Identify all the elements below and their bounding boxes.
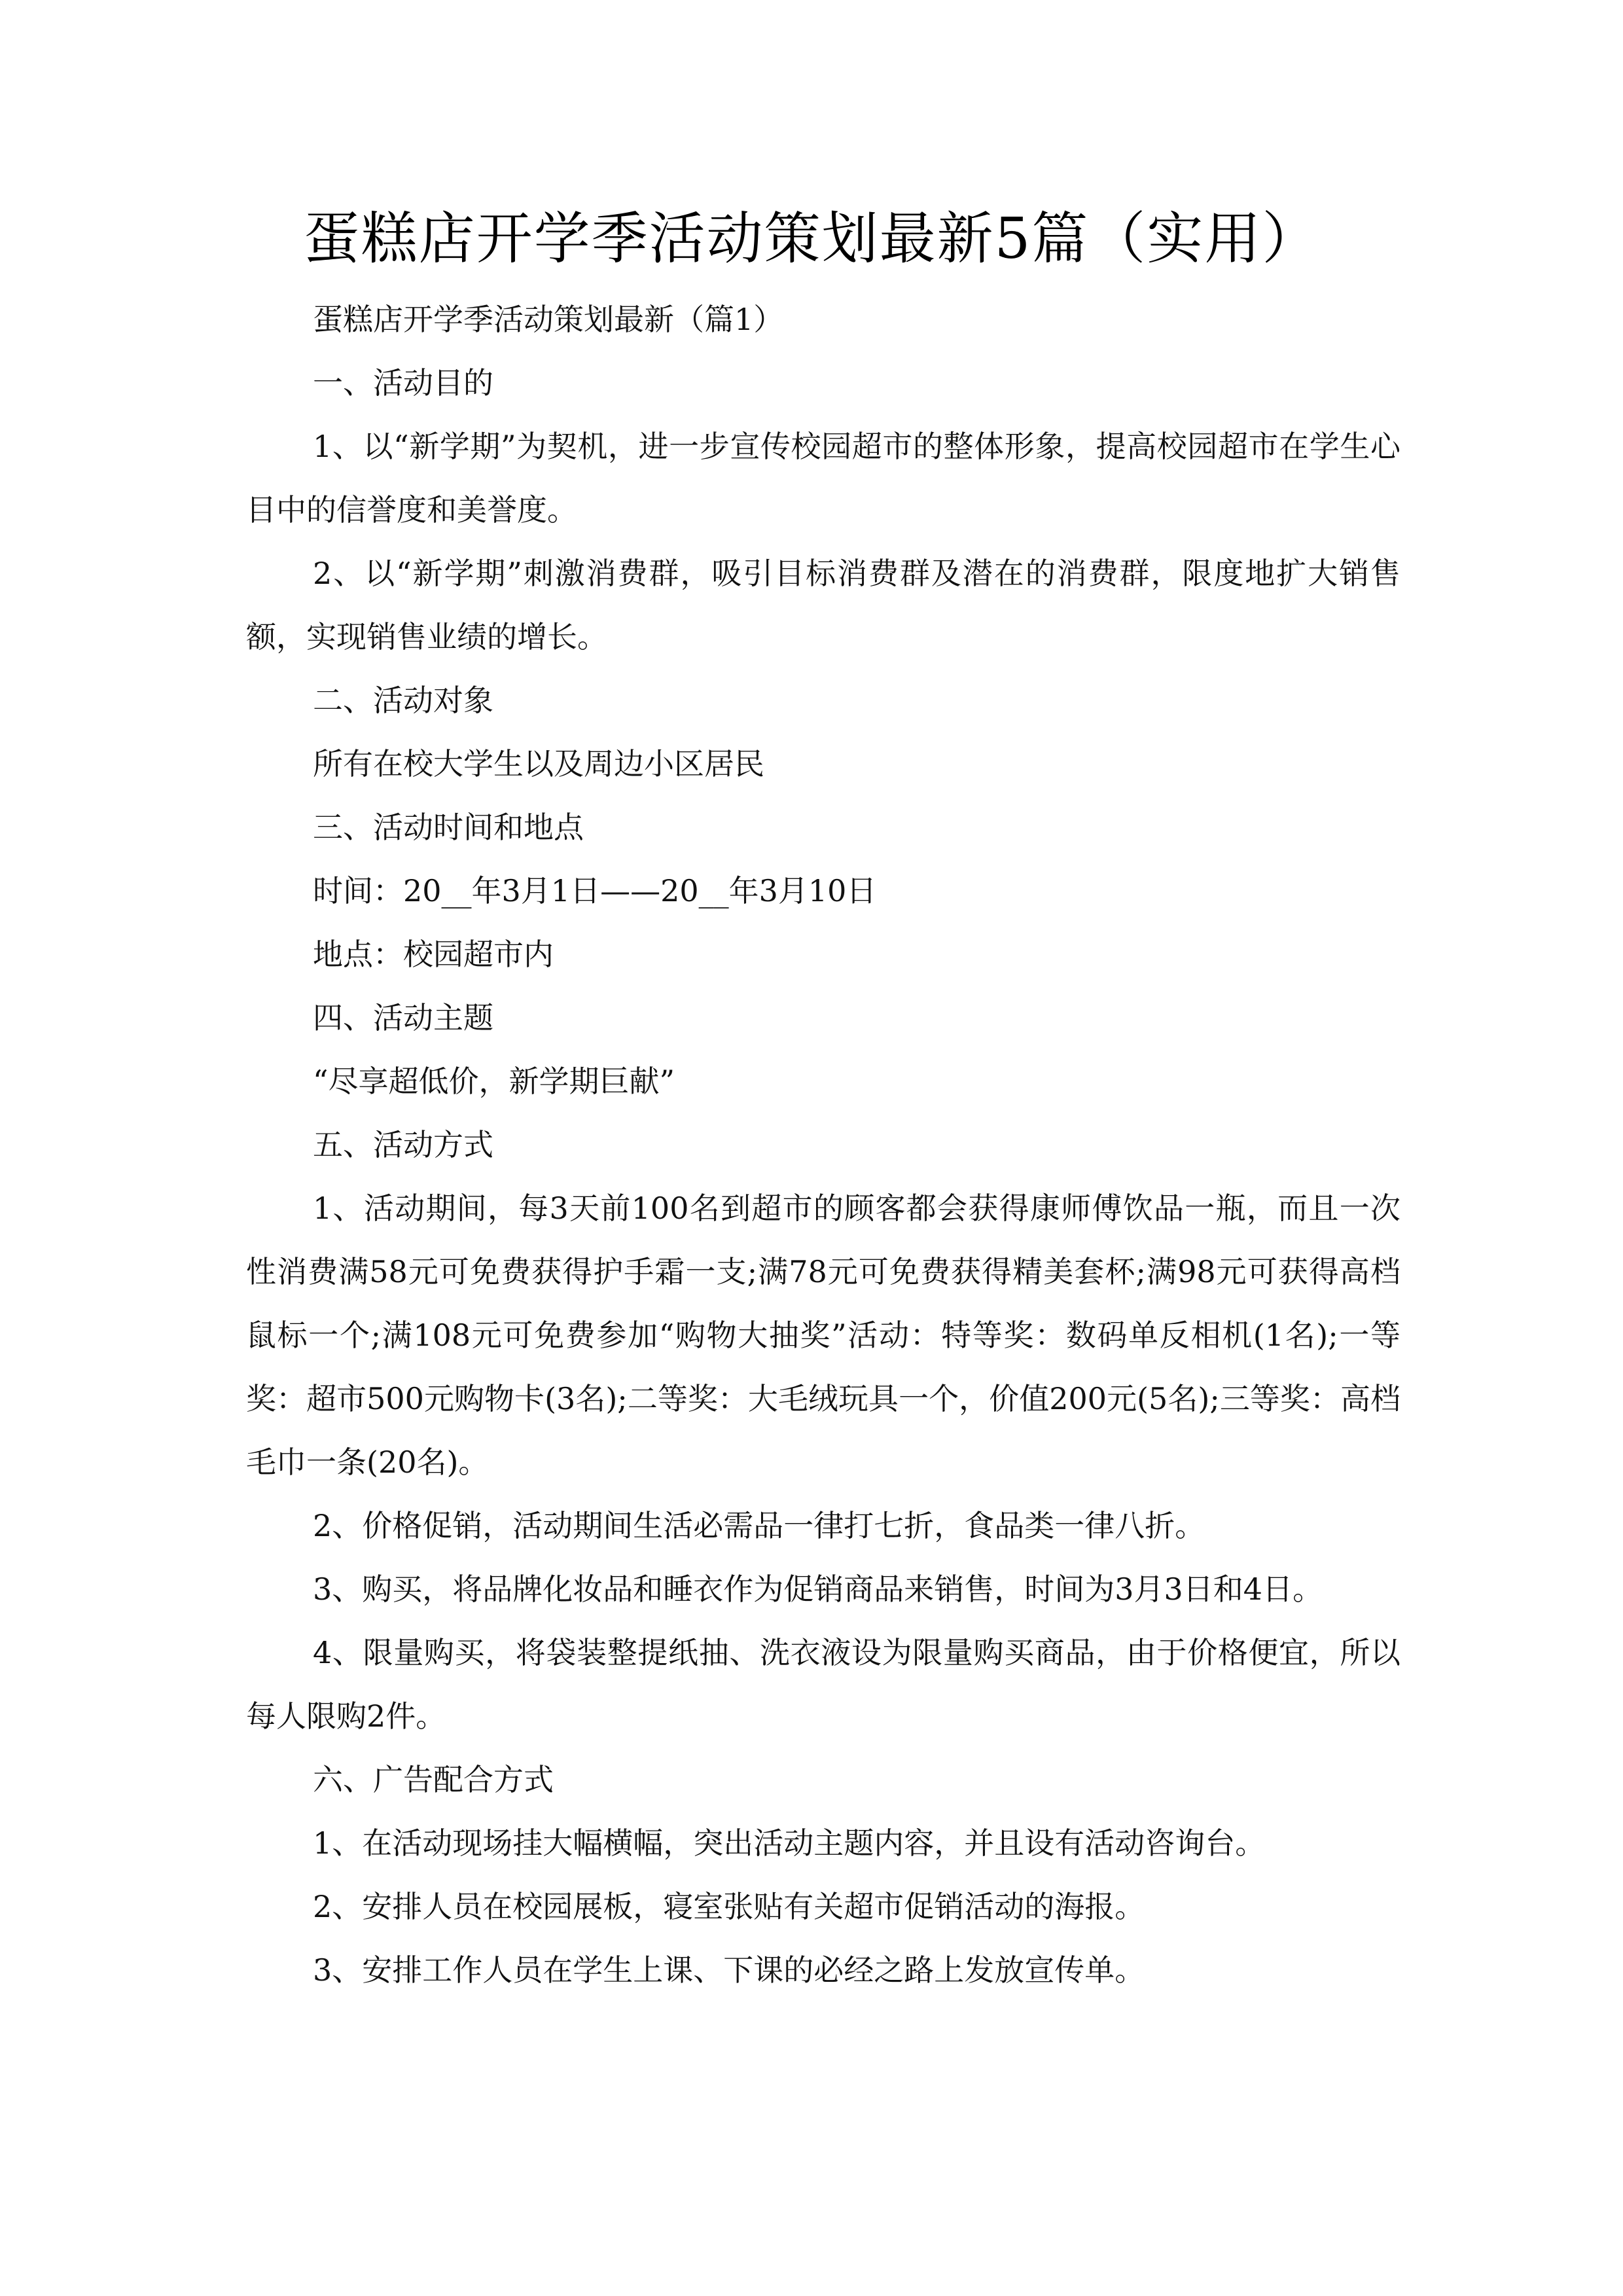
paragraph: 1、活动期间，每3天前100名到超市的顾客都会获得康师傅饮品一瓶，而且一次性消费满58元可免费获得护手霜一支;满78元可免费获得精美套杯;满98元可获得高档鼠标一个;满108元可免费参加“购物大抽奖”活动：特等奖：数码单反相机(1名);一等奖：超市500元购物卡(3名);二等奖：大毛绒玩具一个，价值200元(5名);三等奖：高档毛巾一条(20名)。 [246,1191,1400,1480]
paragraph: 2、安排人员在校园展板，寝室张贴有关超市促销活动的海报。 [313,1889,1145,1924]
paragraph: 地点：校园超市内 [313,937,554,972]
paragraph: 3、购买，将品牌化妆品和睡衣作为促销商品来销售，时间为3月3日和4日。 [313,1571,1323,1607]
heading-purpose: 一、活动目的 [313,365,493,401]
paragraph: 2、以“新学期”刺激消费群，吸引目标消费群及潜在的消费群，限度地扩大销售额，实现销售业绩的增长。 [246,556,1400,655]
paragraph: 4、限量购买，将袋装整提纸抽、洗衣液设为限量购买商品，由于价格便宜，所以每人限购2件。 [246,1635,1400,1734]
paragraph: 2、价格促销，活动期间生活必需品一律打七折，食品类一律八折。 [313,1508,1205,1543]
document-body [246,288,1400,2002]
heading-theme: 四、活动主题 [313,1000,493,1035]
paragraph: 1、以“新学期”为契机，进一步宣传校园超市的整体形象，提高校园超市在学生心目中的信誉度和美誉度。 [246,429,1400,528]
heading-advertising: 六、广告配合方式 [313,1762,554,1797]
paragraph: 3、安排工作人员在学生上课、下课的必经之路上发放宣传单。 [313,1952,1145,1988]
paragraph: “尽享超低价，新学期巨献” [313,1064,675,1099]
section-subtitle: 蛋糕店开学季活动策划最新（篇1） [313,302,784,337]
paragraph: 时间：20__年3月1日——20__年3月10日 [313,873,877,908]
document-title: 蛋糕店开学季活动策划最新5篇（实用） [303,206,1320,272]
heading-audience: 二、活动对象 [313,683,493,718]
heading-time-place: 三、活动时间和地点 [313,810,584,845]
heading-method: 五、活动方式 [313,1127,493,1162]
paragraph: 所有在校大学生以及周边小区居民 [313,746,764,781]
paragraph: 1、在活动现场挂大幅横幅，突出活动主题内容，并且设有活动咨询台。 [313,1825,1266,1861]
